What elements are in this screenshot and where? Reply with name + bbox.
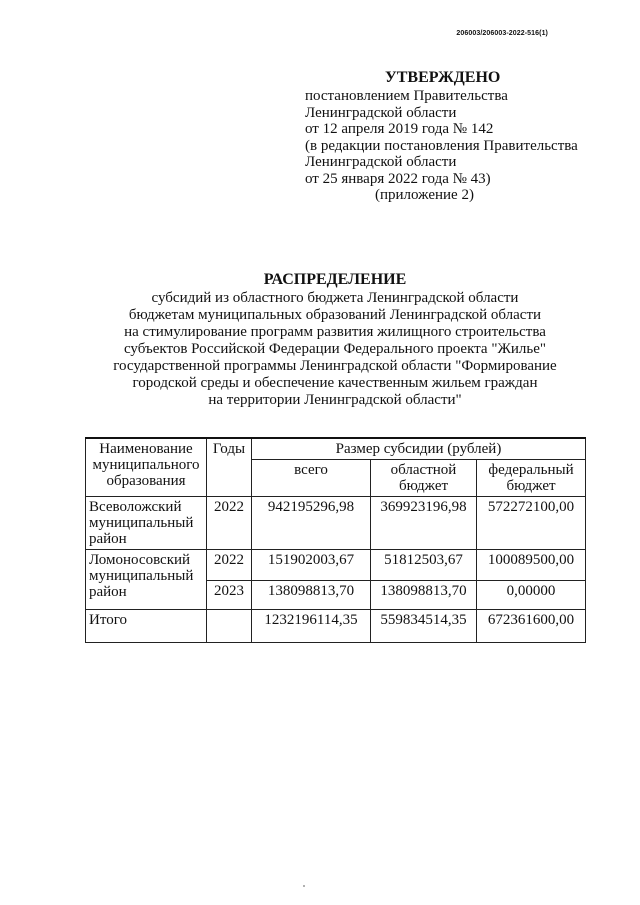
cell-name: Всеволожский муниципальный район [86, 497, 207, 550]
table-header-row [86, 438, 586, 460]
approval-line: от 25 января 2022 года № 43) [305, 170, 491, 187]
table-row [86, 497, 586, 550]
heading-line: на территории Ленинградской области" [208, 392, 462, 408]
cell-federal: 0,00000 [477, 581, 586, 610]
approval-title: УТВЕРЖДЕНО [385, 69, 501, 86]
heading-line: государственной программы Ленинградской области "Формирование [113, 358, 557, 374]
approval-line: постановлением Правительства [305, 88, 508, 104]
header-years: Годы [207, 438, 252, 497]
document-heading [0, 270, 640, 409]
scan-speck [303, 885, 305, 887]
cell-total: 942195296,98 [252, 497, 371, 550]
cell-regional: 138098813,70 [371, 581, 477, 610]
cell-year: 2022 [207, 497, 252, 550]
approval-line: Ленинградской области [305, 154, 457, 170]
heading-title: РАСПРЕДЕЛЕНИЕ [263, 271, 407, 288]
header-subsidy: Размер субсидии (рублей) [252, 438, 586, 460]
approval-block [305, 68, 625, 204]
cell-federal: 100089500,00 [477, 550, 586, 581]
summary-federal: 672361600,00 [477, 610, 586, 643]
header-regional: областной бюджет [371, 460, 477, 497]
subsidy-table [85, 437, 586, 643]
table-summary-row [86, 610, 586, 643]
approval-line: от 12 апреля 2019 года № 142 [305, 121, 494, 137]
table-row [86, 550, 586, 581]
cell-name: Ломоносовский муниципальный район [86, 550, 207, 610]
heading-line: бюджетам муниципальных образований Ленинградской области [128, 307, 542, 323]
header-federal: федеральный бюджет [477, 460, 586, 497]
cell-total: 151902003,67 [252, 550, 371, 581]
cell-regional: 369923196,98 [371, 497, 477, 550]
approval-line: Ленинградской области [305, 104, 457, 121]
document-id: 206003/206003-2022-516(1) [456, 30, 548, 37]
summary-total: 1232196114,35 [252, 610, 371, 643]
header-total: всего [252, 460, 371, 497]
cell-year: 2022 [207, 550, 252, 581]
header-name: Наименование муниципального образования [86, 438, 207, 497]
summary-year [207, 610, 252, 643]
heading-line: городской среды и обеспечение качественным жильем граждан [132, 375, 538, 391]
cell-total: 138098813,70 [252, 581, 371, 610]
summary-name: Итого [86, 610, 207, 643]
heading-line: на стимулирование программ развития жилищного строительства [124, 324, 546, 340]
approval-line: (в редакции постановления Правительства [305, 137, 578, 154]
heading-line: субсидий из областного бюджета Ленинградской области [151, 290, 519, 306]
summary-regional: 559834514,35 [371, 610, 477, 643]
heading-line: субъектов Российской Федерации Федерального проекта "Жилье" [123, 341, 547, 357]
cell-year: 2023 [207, 581, 252, 610]
approval-appendix: (приложение 2) [375, 187, 474, 203]
cell-regional: 51812503,67 [371, 550, 477, 581]
cell-federal: 572272100,00 [477, 497, 586, 550]
